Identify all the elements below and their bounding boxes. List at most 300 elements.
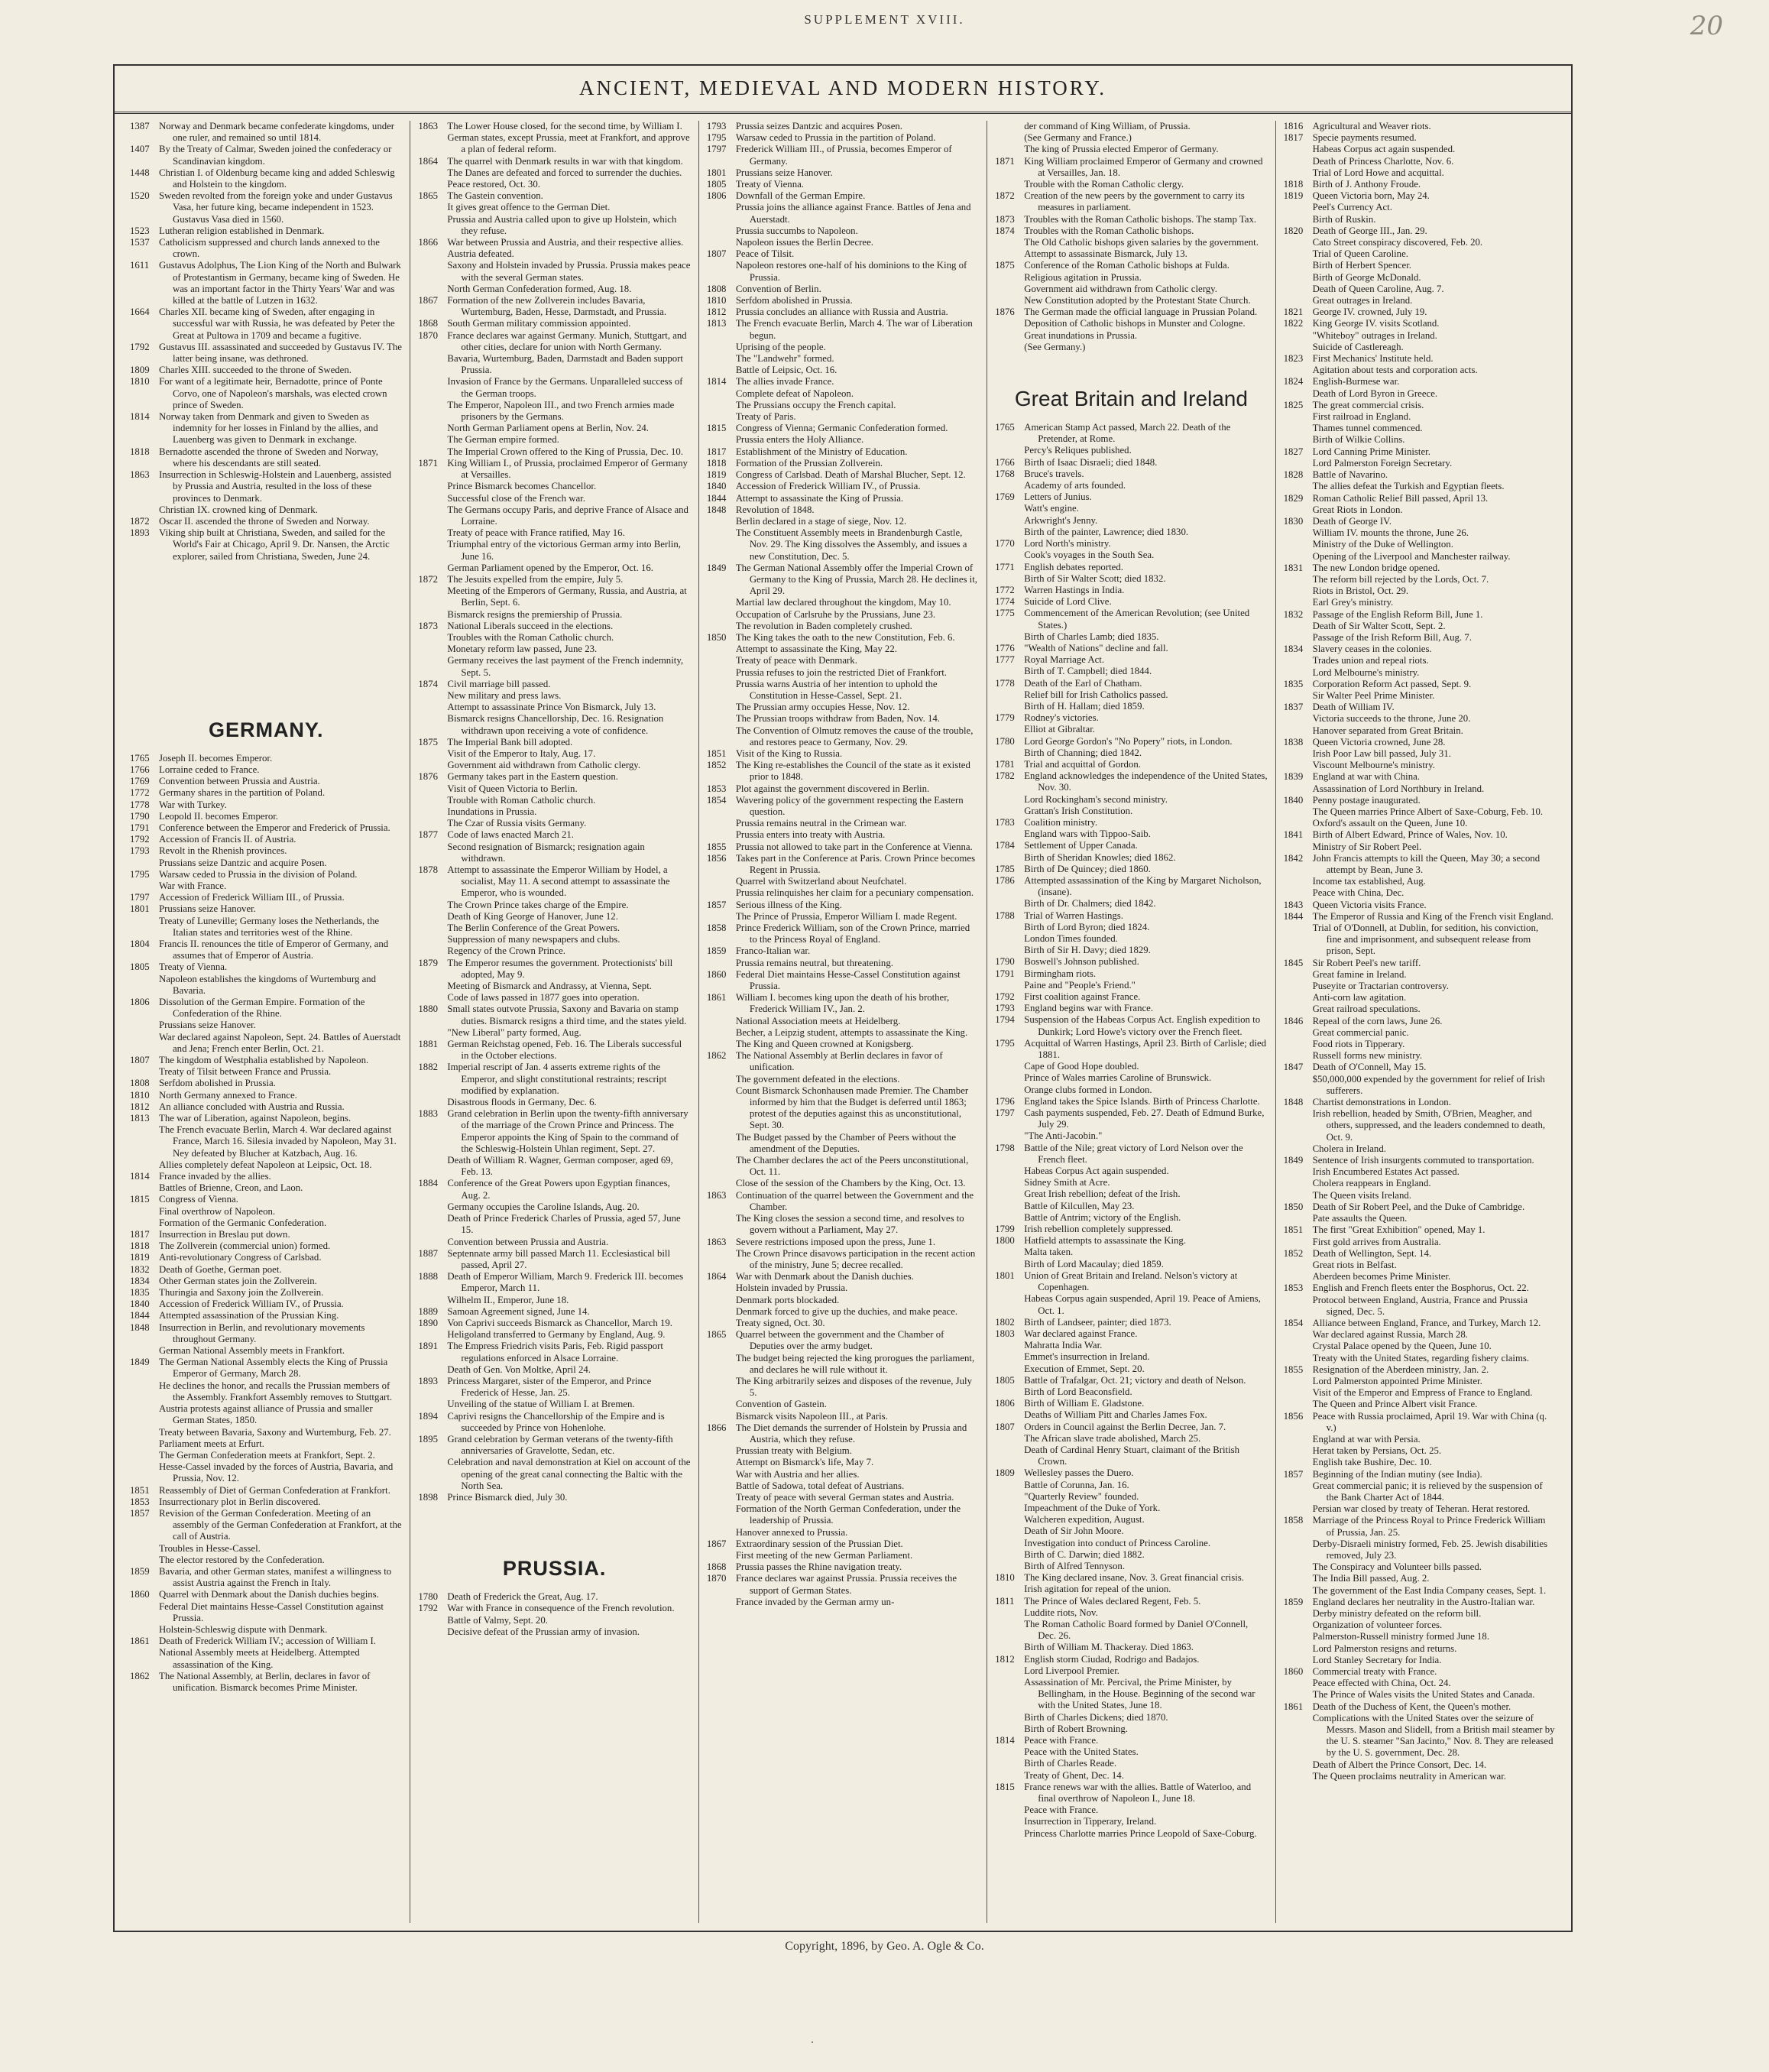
entry-year (1284, 1457, 1313, 1468)
entry-year: 1808 (130, 1078, 150, 1089)
entry-year: 1844 (706, 492, 727, 504)
entry-text: Formation of the Germanic Confederation. (159, 1217, 327, 1228)
entry-year (995, 1514, 1024, 1526)
history-entry (707, 1178, 979, 1189)
entry-year (1284, 1108, 1313, 1143)
history-entry (130, 776, 402, 787)
entry-year (418, 585, 447, 608)
entry-text: Academy of arts founded. (1024, 480, 1126, 491)
history-entry (1284, 585, 1556, 597)
history-entry (995, 794, 1267, 806)
history-entry (130, 974, 402, 997)
history-entry (995, 515, 1267, 527)
history-entry (1284, 795, 1556, 806)
entry-text: Prussia seizes Dantzic and acquires Posen. (735, 121, 903, 131)
entry-year (995, 132, 1024, 144)
entry-text: Orders in Council against the Berlin Decree, Jan. 7. (1024, 1421, 1226, 1432)
entry-year (418, 1201, 447, 1213)
history-entry (995, 1619, 1267, 1642)
entry-text: Troubles in Hesse-Cassel. (159, 1542, 261, 1554)
entry-text: Berlin declared in a stage of siege, Nov. 12. (735, 515, 907, 527)
history-entry (995, 933, 1267, 945)
entry-text: Establishment of the Ministry of Education. (735, 446, 908, 457)
history-entry (130, 869, 402, 880)
entry-text: Christian I. of Oldenburg became king and added Schleswig and Holstein to the kingdom. (159, 167, 395, 190)
entry-year (1284, 260, 1313, 271)
section-heading-great-britain: Great Britain and Ireland (1014, 387, 1248, 411)
entry-year (707, 1457, 736, 1468)
entry-year (707, 1469, 736, 1480)
history-entry (995, 306, 1267, 318)
history-entry (707, 1027, 979, 1039)
history-entry (130, 260, 402, 306)
history-entry (418, 1457, 690, 1492)
entry-year: 1814 (995, 1735, 1015, 1746)
history-entry (707, 295, 979, 306)
entry-text: Birth of Charles Lamb; died 1835. (1024, 631, 1159, 642)
entry-year (418, 284, 447, 295)
entry-year: 1891 (418, 1341, 438, 1352)
entry-text: Death of Lord Byron in Greece. (1312, 387, 1438, 399)
history-entry (130, 1264, 402, 1276)
entry-year (1284, 1631, 1313, 1642)
entry-year: 1765 (130, 752, 150, 764)
entry-text: Peace effected with China, Oct. 24. (1312, 1678, 1451, 1689)
entry-year: 1870 (418, 329, 438, 341)
entry-text: Occupation of Carlsruhe by the Prussians, June 23. (735, 608, 936, 620)
entry-year: 1857 (1283, 1468, 1304, 1480)
entry-text: Habeas Corpus Act again suspended. (1024, 1166, 1169, 1177)
entry-year (995, 550, 1024, 561)
history-entry (995, 654, 1267, 666)
entry-year: 1823 (1283, 353, 1304, 365)
entry-text: Trades union and repeal riots. (1312, 655, 1429, 666)
entry-text: Organization of volunteer forces. (1312, 1620, 1443, 1631)
history-entry (418, 958, 690, 981)
entry-year (995, 1386, 1024, 1398)
entry-text: King William proclaimed Emperor of Germany and crowned at Versailles, Jan. 18. (1024, 155, 1263, 178)
entry-text: Birth of William E. Gladstone. (1024, 1398, 1145, 1409)
entry-year: 1769 (130, 776, 150, 787)
entry-text: Birth of Lord Macaulay; died 1859. (1024, 1258, 1164, 1269)
history-entry (707, 1132, 979, 1155)
history-entry (707, 248, 979, 260)
entry-text: Impeachment of the Duke of York. (1024, 1502, 1161, 1513)
entry-text: Herat taken by Persians, Oct. 25. (1312, 1445, 1442, 1457)
history-entry (995, 121, 1267, 132)
entry-year: 1772 (130, 787, 150, 799)
entry-text: German Reichstag opened, Feb. 16. The Liberals successful in the October elections. (447, 1039, 682, 1062)
entry-text: Attempt to assassinate Prince Von Bismarck, July 13. (447, 702, 656, 713)
entry-year: 1844 (1283, 910, 1304, 922)
entry-year: 1792 (130, 341, 150, 352)
entry-year (1284, 527, 1313, 539)
entry-year (418, 760, 447, 771)
entry-text: Lord Liverpool Premier. (1024, 1665, 1119, 1676)
history-entry (130, 845, 402, 857)
entry-year: 1810 (130, 1089, 150, 1101)
entry-year: 1772 (995, 584, 1015, 595)
history-entry (130, 1229, 402, 1240)
entry-text: King William I., of Prussia, proclaimed Emperor of Germany at Versailles. (447, 457, 688, 481)
entry-text: Ministry of Sir Robert Peel. (1312, 841, 1422, 852)
history-entry (130, 892, 402, 903)
entry-text: Lord Canning Prime Minister. (1312, 446, 1430, 457)
entry-year: 1792 (130, 834, 150, 845)
entry-year (1284, 1561, 1313, 1573)
history-entry (130, 1403, 402, 1426)
history-entry (995, 573, 1267, 585)
entry-year: 1815 (995, 1781, 1015, 1792)
entry-text: The King arbitrarily seizes and disposes of the revenue, July 5. (735, 1375, 972, 1399)
entry-year (707, 1282, 736, 1294)
entry-year: 1800 (995, 1235, 1015, 1247)
history-entry (1284, 1190, 1556, 1201)
entry-text: The Prussians occupy the French capital. (735, 399, 896, 410)
entry-text: The Gastein convention. (447, 190, 543, 202)
history-entry (418, 1626, 690, 1638)
history-entry (707, 388, 979, 400)
entry-year (130, 1403, 159, 1426)
entry-year (707, 713, 736, 725)
entry-text: Death of Emperor William, March 9. Frederick III. becomes Emperor, March 11. (447, 1271, 684, 1294)
entry-text: Commercial treaty with France. (1312, 1666, 1437, 1678)
entry-text: The Queen marries Prince Albert of Saxe-Coburg, Feb. 10. (1312, 806, 1544, 817)
entry-text: Letters of Junius. (1024, 491, 1092, 503)
entry-text: Lutheran religion established in Denmark. (159, 225, 325, 236)
entry-text: Puseyite or Tractarian controversy. (1312, 981, 1449, 992)
history-entry (1284, 1248, 1556, 1260)
entry-text: Crystal Palace opened by the Queen, June 10. (1312, 1341, 1492, 1352)
history-entry (1284, 1503, 1556, 1515)
entry-year (418, 1213, 447, 1236)
entry-year (1284, 1074, 1313, 1097)
entry-text: German states, except Prussia, meet at Frankfort, and approve a plan of federal reform. (447, 132, 690, 155)
history-entry (1284, 1260, 1556, 1271)
entry-year (707, 1376, 736, 1399)
entry-year: 1778 (130, 799, 150, 810)
history-entry (418, 1364, 690, 1376)
history-entry (995, 1317, 1267, 1328)
history-entry (130, 1078, 402, 1089)
history-entry (130, 1357, 402, 1380)
entry-text: Mahratta India War. (1024, 1340, 1103, 1351)
entry-text: Commencement of the American Revolution; (see United States.) (1024, 608, 1250, 631)
entry-year: 1877 (418, 829, 438, 841)
entry-text: Cook's voyages in the South Sea. (1024, 550, 1155, 561)
history-entry (995, 1085, 1267, 1096)
entry-text: Investigation into conduct of Princess Caroline. (1024, 1537, 1211, 1548)
history-entry (130, 1101, 402, 1113)
history-entry (418, 655, 690, 678)
entry-text: He declines the honor, and recalls the Prussian members of the Assembly. Frankfort Assembly removes to Stuttgart. (159, 1380, 393, 1402)
history-entry (418, 202, 690, 213)
entry-text: Death of Sir Robert Peel, and the Duke of Cambridge. (1312, 1201, 1525, 1212)
entry-year: 1788 (995, 910, 1015, 921)
entry-year (1284, 818, 1313, 829)
entry-text: Prince of Wales marries Caroline of Brunswick. (1024, 1072, 1212, 1084)
entry-year (995, 272, 1024, 284)
entry-year (707, 644, 736, 655)
history-entry (130, 1206, 402, 1218)
entry-year: 1818 (706, 457, 727, 469)
entry-year (995, 179, 1024, 190)
history-entry (1284, 1155, 1556, 1166)
entry-year (418, 818, 447, 829)
entry-text: First coalition against France. (1024, 991, 1141, 1003)
entry-year (418, 1364, 447, 1376)
entry-text: Insurrection in Tipperary, Ireland. (1024, 1816, 1157, 1827)
history-entry (707, 1573, 979, 1596)
history-entry (1284, 713, 1556, 725)
history-entry (995, 132, 1267, 144)
entry-year: 1805 (995, 1374, 1015, 1386)
entry-text: Troubles with the Roman Catholic church. (447, 631, 614, 643)
history-entry (707, 132, 979, 144)
history-entry (1284, 1004, 1556, 1015)
history-entry (995, 770, 1267, 793)
entry-text: War with Austria and her allies. (735, 1468, 860, 1480)
entry-text: Treaty of peace with several German states and Austria. (735, 1491, 954, 1503)
entry-text: First Mechanics' Institute held. (1312, 353, 1434, 365)
history-entry (130, 1020, 402, 1031)
entry-year: 1769 (995, 491, 1015, 503)
entry-text: Prussia enters the Holy Alliance. (735, 434, 864, 446)
history-entry (995, 1340, 1267, 1351)
history-entry (707, 1597, 979, 1608)
history-entry (418, 1062, 690, 1097)
history-entry (130, 1427, 402, 1438)
history-entry (1284, 1445, 1556, 1457)
entry-text: Luddite riots, Nov. (1024, 1607, 1098, 1618)
entry-year (995, 1177, 1024, 1188)
entry-text: Cato Street conspiracy discovered, Feb. 20. (1312, 237, 1483, 248)
entry-text: Final overthrow of Napoleon. (159, 1205, 276, 1217)
entry-year (130, 1427, 159, 1438)
entry-text: Death of the Earl of Chatham. (1024, 677, 1142, 689)
entry-text: Rodney's victories. (1024, 712, 1099, 724)
entry-text: Battles of Brienne, Creon, and Laon. (159, 1182, 303, 1194)
entry-year (1284, 167, 1313, 179)
history-entry (418, 1295, 690, 1306)
history-entry (1284, 156, 1556, 167)
entry-text: (See Germany.) (1024, 341, 1086, 352)
entry-text: Birth of H. Hallam; died 1859. (1024, 700, 1145, 712)
entry-year (995, 1758, 1024, 1769)
entry-text: Accession of Francis II. of Austria. (159, 834, 296, 845)
entry-text: Coalition ministry. (1024, 816, 1098, 828)
history-entry (1284, 737, 1556, 748)
entry-text: For want of a legitimate heir, Bernadotte, prince of Ponte Corvo, one of Napoleon's marshals, was elected crown prince of Sweden. (159, 376, 387, 410)
history-entry (130, 764, 402, 776)
history-entry (995, 284, 1267, 295)
entry-year: 1779 (995, 712, 1015, 724)
entry-year (995, 503, 1024, 514)
entry-text: Royal Marriage Act. (1024, 654, 1105, 666)
history-entry (995, 631, 1267, 643)
entry-year: 1808 (706, 283, 727, 294)
entry-text: Cape of Good Hope doubled. (1024, 1061, 1139, 1072)
page-frame (113, 64, 1573, 1932)
entry-text: Death of Queen Caroline, Aug. 7. (1312, 283, 1444, 294)
history-entry (418, 539, 690, 562)
entry-text: Bismarck resigns the premiership of Prussia. (447, 608, 623, 620)
history-entry (707, 365, 979, 376)
entry-year (130, 1206, 159, 1218)
history-entry (707, 1074, 979, 1085)
entry-year: 1849 (130, 1357, 150, 1368)
history-entry (995, 237, 1267, 248)
entry-year: 1809 (995, 1467, 1015, 1479)
entry-text: Irish agitation for repeal of the union. (1024, 1584, 1171, 1595)
history-entry (130, 1113, 402, 1124)
entry-text: Birth of Albert Edward, Prince of Wales, Nov. 10. (1312, 829, 1508, 841)
history-entry (418, 1248, 690, 1271)
history-entry (1284, 1213, 1556, 1224)
entry-text: The quarrel with Denmark results in war with that kingdom. (447, 155, 683, 167)
entry-text: Gustavus III. assassinated and succeeded by Gustavus IV. The latter being insane, was dethroned. (159, 341, 402, 365)
entry-text: Battle of Sadowa, total defeat of Austrians. (735, 1480, 905, 1491)
history-entry (418, 446, 690, 458)
entry-year (707, 1027, 736, 1039)
entry-text: Birth of George McDonald. (1312, 271, 1421, 283)
entry-text: King George IV. visits Scotland. (1312, 318, 1440, 329)
history-entry (1284, 1224, 1556, 1236)
entry-year (995, 1619, 1024, 1642)
history-entry (1284, 1097, 1556, 1108)
history-entry (1284, 923, 1556, 958)
entry-text: The government of the East India Company ceases, Sept. 1. (1312, 1584, 1547, 1596)
entry-text: Princess Margaret, sister of the Emperor, and Prince Frederick of Hesse, Jan. 25. (447, 1375, 652, 1399)
entry-year (1284, 981, 1313, 992)
entry-text: The Prussian army occupies Hesse, Nov. 12. (735, 702, 910, 713)
history-entry (130, 446, 402, 469)
entry-text: Death of Gen. Von Moltke, April 24. (447, 1363, 591, 1375)
entry-year: 1821 (1283, 306, 1304, 318)
entry-year: 1898 (418, 1491, 438, 1503)
bottom-mark: · (810, 2035, 815, 2050)
entry-text: Trial of Warren Hastings. (1024, 910, 1123, 921)
history-entry (418, 563, 690, 574)
entry-year (1284, 876, 1313, 887)
entry-year (707, 702, 736, 713)
entry-text: Creation of the new peers by the government to carry its measures in parliament. (1024, 190, 1245, 213)
entry-year (1284, 202, 1313, 213)
history-entry (995, 1677, 1267, 1712)
history-entry (995, 608, 1267, 631)
entry-year (418, 655, 447, 678)
history-entry (130, 1589, 402, 1600)
entry-text: England at war with Persia. (1312, 1433, 1421, 1445)
entry-text: The Zollverein (commercial union) formed. (159, 1240, 331, 1252)
entry-text: Formation of the Prussian Zollverein. (735, 457, 883, 469)
history-entry (130, 1090, 402, 1101)
history-entry (1284, 1678, 1556, 1689)
entry-year (1284, 1353, 1313, 1364)
history-entry (418, 621, 690, 632)
history-entry (995, 457, 1267, 469)
history-entry (995, 225, 1267, 237)
entry-year (995, 1712, 1024, 1723)
entry-year (1284, 783, 1313, 795)
entry-text: The war of Liberation, against Napoleon, begins. (159, 1113, 352, 1124)
entry-text: Prince Bismarck died, July 30. (447, 1491, 568, 1503)
entry-year (707, 1597, 736, 1608)
entry-year (995, 922, 1024, 933)
history-entry (130, 1055, 402, 1066)
entry-text: Treaty with the United States, regarding fishery claims. (1312, 1352, 1530, 1363)
history-entry (418, 900, 690, 911)
entry-year (995, 1340, 1024, 1351)
entry-text: Parliament meets at Erfurt. (159, 1438, 264, 1449)
history-entry (995, 852, 1267, 864)
entry-year: 1810 (130, 376, 150, 387)
history-entry (1284, 237, 1556, 248)
entry-year (1284, 411, 1313, 423)
entry-year (707, 1503, 736, 1526)
entry-text: George IV. crowned, July 19. (1312, 306, 1427, 318)
history-entry (707, 1539, 979, 1550)
entry-year (1284, 330, 1313, 342)
entry-text: Accession of Frederick William IV., of Prussia. (735, 481, 921, 492)
entry-year: 1851 (130, 1484, 150, 1496)
history-entry (707, 887, 979, 899)
entry-text: Opening of the Liverpool and Manchester railway. (1312, 550, 1511, 562)
history-entry (995, 1572, 1267, 1584)
entry-year: 1812 (130, 1101, 150, 1112)
entry-text: Christian IX. crowned king of Denmark. (159, 504, 318, 515)
history-entry (130, 190, 402, 225)
entry-text: Lord Melbourne's ministry. (1312, 666, 1420, 678)
history-entry (995, 156, 1267, 179)
history-entry (995, 712, 1267, 724)
entry-text: War declared against France. (1024, 1328, 1138, 1339)
entry-text: Russell forms new ministry. (1312, 1050, 1423, 1062)
history-entry (1284, 527, 1556, 539)
history-entry (130, 1636, 402, 1647)
history-entry (995, 701, 1267, 712)
entry-year (995, 330, 1024, 342)
entry-text: First meeting of the new German Parliament. (735, 1549, 913, 1561)
entry-year (707, 434, 736, 446)
history-entry (707, 202, 979, 225)
entry-year: 1812 (706, 306, 727, 318)
entry-text: Decisive defeat of the Prussian army of invasion. (447, 1626, 640, 1637)
history-entry (418, 702, 690, 713)
history-entry (418, 934, 690, 945)
entry-year: 1857 (706, 899, 727, 910)
entry-year (995, 1804, 1024, 1816)
entry-year: 1870 (706, 1573, 727, 1584)
entry-text: War declared against Russia, March 28. (1312, 1329, 1468, 1341)
entry-text: War with France in consequence of the French revolution. (447, 1603, 675, 1614)
history-entry (418, 1201, 690, 1213)
history-entry (995, 840, 1267, 851)
entry-year: 1850 (1283, 1201, 1304, 1212)
history-entry (1284, 829, 1556, 841)
entry-text: The Emperor resumes the government. Protectionists' bill adopted, May 9. (447, 957, 673, 980)
history-entry (1284, 1631, 1556, 1642)
entry-text: Death of Albert the Prince Consort, Dec. 14. (1312, 1759, 1487, 1770)
history-entry (995, 1758, 1267, 1769)
entry-year (707, 388, 736, 400)
entry-text: Prussians seize Dantzic and acquire Posen. (159, 857, 327, 868)
history-entry (1284, 992, 1556, 1004)
entry-year (707, 1295, 736, 1306)
entry-text: Irish rebellion completely suppressed. (1024, 1224, 1173, 1235)
entry-text: Saxony and Holstein invaded by Prussia. Prussia makes peace with the several German states. (447, 260, 691, 283)
history-entry (1284, 481, 1556, 492)
